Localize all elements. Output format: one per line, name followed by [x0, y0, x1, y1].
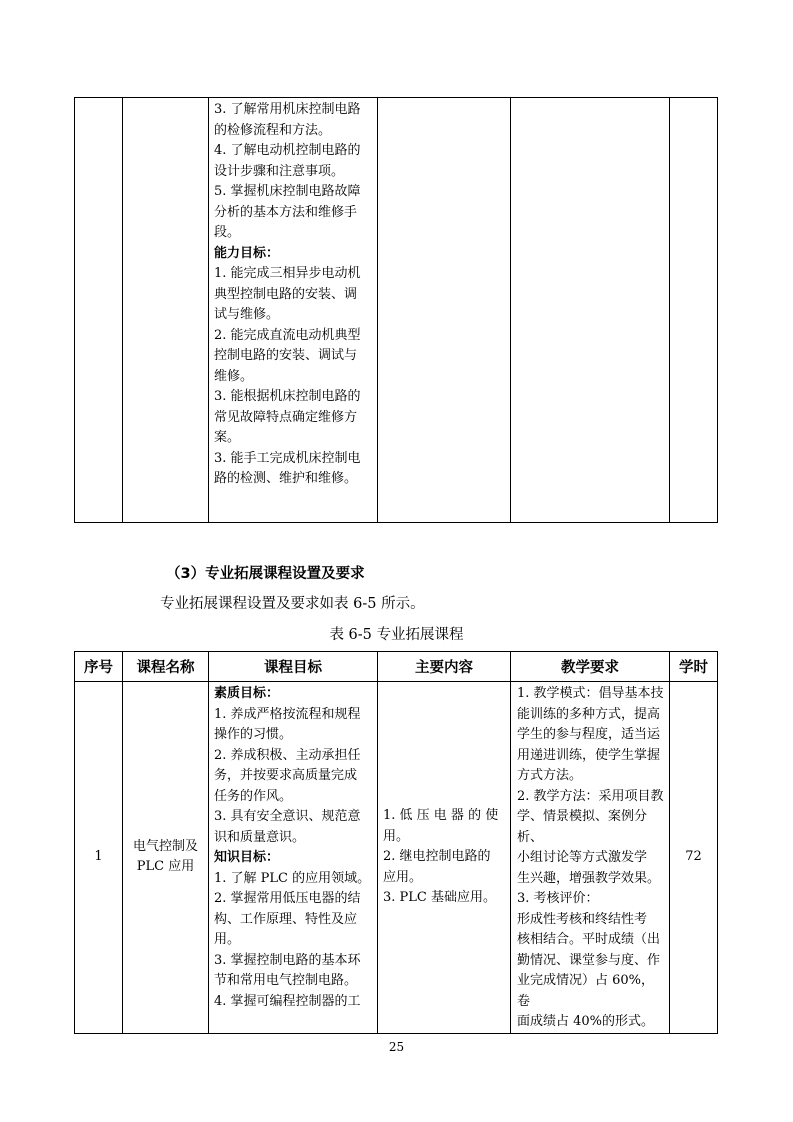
- main-content-text: [383, 806, 505, 909]
- goal-line: 节和常用电气控制电路。: [214, 973, 358, 988]
- goal-line: 2. 掌握常用低压电器的结: [214, 891, 361, 906]
- table-row: [75, 682, 718, 1034]
- hours-cell: [670, 98, 718, 523]
- requirement-line: 3. 考核评价：: [517, 891, 599, 906]
- header-index: 序号: [75, 652, 123, 682]
- course-goals-cell: [209, 682, 378, 1034]
- teaching-requirements-text: [517, 684, 665, 1033]
- goal-line: 3. 能根据机床控制电路的: [214, 389, 361, 404]
- requirement-line: 用递进训练，使学生掌握: [517, 747, 661, 763]
- content-line: 应用。: [383, 869, 423, 885]
- section-heading: （3）专业拓展课程设置及要求: [166, 566, 365, 582]
- teaching-requirements-cell: [511, 682, 670, 1034]
- goal-line: 1. 了解 PLC 的应用领域。: [214, 870, 371, 886]
- requirement-line: 勤情况、课堂参与度、作: [517, 952, 661, 968]
- goal-line: 能力目标：: [214, 245, 280, 261]
- content-line: 2. 继电控制电路的: [383, 849, 491, 864]
- hours-cell: 72: [670, 682, 718, 1034]
- header-hours: 学时: [670, 652, 718, 682]
- goal-line: 识和质量意识。: [214, 829, 306, 845]
- requirement-line: 形成性考核和终结性考: [517, 911, 648, 927]
- goal-line: 控制电路的安装、调试与: [214, 348, 358, 363]
- goal-line: 典型控制电路的安装、调: [214, 286, 358, 302]
- continuation-table: [74, 97, 718, 523]
- requirement-line: 方式方法。: [517, 768, 583, 783]
- goal-line: 段。: [214, 225, 241, 240]
- requirement-line: 学、情景模拟、案例分析、: [517, 809, 648, 845]
- table-header-row: [75, 652, 718, 682]
- goal-line: 任务的作风。: [214, 788, 293, 804]
- requirement-line: 面成绩占 40%的形式。: [517, 1014, 655, 1029]
- goal-line: 2. 养成积极、主动承担任: [214, 747, 361, 763]
- course-name-cell: [123, 682, 209, 1034]
- table-caption: 表 6-5 专业拓展课程: [329, 627, 464, 643]
- course-name-cell: [123, 98, 209, 523]
- content-line: 3. PLC 基础应用。: [383, 890, 496, 905]
- goal-line: 的检修流程和方法。: [214, 122, 332, 138]
- page-number: 25: [388, 1040, 405, 1054]
- course-goals-text: [214, 100, 373, 490]
- goal-line: 2. 能完成直流电动机典型: [214, 327, 361, 343]
- course-goals-text: [214, 684, 373, 1015]
- requirement-line: 业完成情况）占 60%，卷: [517, 973, 655, 1009]
- teaching-requirements-cell: [511, 98, 670, 523]
- header-course-name: 课程名称: [123, 652, 209, 682]
- table-row: [75, 98, 718, 523]
- index-cell: 1: [75, 682, 123, 1034]
- course-name-line: PLC 应用: [136, 859, 195, 875]
- goal-line: 4. 了解电动机控制电路的: [214, 143, 361, 158]
- goal-line: 分析的基本方法和维修手: [214, 204, 358, 220]
- header-main-content: 主要内容: [378, 652, 511, 682]
- content-line: 用。: [383, 828, 410, 844]
- goal-line: 务，并按要求高质量完成: [214, 768, 358, 783]
- header-course-goals: 课程目标: [209, 652, 378, 682]
- goal-line: 构、工作原理、特性及应: [214, 911, 358, 927]
- goal-line: 设计步骤和注意事项。: [214, 163, 345, 179]
- goal-line: 4. 掌握可编程控制器的工: [214, 993, 361, 1009]
- goal-line: 常见故障特点确定维修方: [214, 409, 358, 425]
- header-teaching-requirements: 教学要求: [511, 652, 670, 682]
- goal-line: 路的检测、维护和维修。: [214, 471, 358, 486]
- goal-line: 用。: [214, 932, 241, 947]
- requirement-line: 小组讨论等方式激发学: [517, 850, 648, 865]
- goal-line: 操作的习惯。: [214, 727, 293, 742]
- main-content-cell: [378, 682, 511, 1034]
- goal-line: 3. 具有安全意识、规范意: [214, 809, 361, 824]
- content-line: 1. 低 压 电 器 的 使: [383, 808, 499, 823]
- course-name-line: 电气控制及: [132, 838, 198, 854]
- section-intro: 专业拓展课程设置及要求如表 6-5 所示。: [160, 596, 425, 612]
- requirement-line: 1. 教学模式：倡导基本技: [517, 686, 664, 701]
- course-goals-cell: [209, 98, 378, 523]
- index-cell: [75, 98, 123, 523]
- goal-line: 5. 掌握机床控制电路故障: [214, 184, 361, 199]
- goal-line: 试与维修。: [214, 307, 280, 322]
- goal-line: 3. 能手工完成机床控制电: [214, 450, 361, 466]
- goal-line: 1. 养成严格按流程和规程: [214, 706, 361, 722]
- goal-line: 维修。: [214, 368, 254, 384]
- requirement-line: 2. 教学方法：采用项目教: [517, 788, 664, 804]
- requirement-line: 生兴趣，增强教学效果。: [517, 870, 661, 886]
- main-content-cell: [378, 98, 511, 523]
- requirement-line: 能训练的多种方式，提高: [517, 706, 661, 722]
- requirement-line: 核相结合。平时成绩（出: [517, 932, 661, 947]
- goal-line: 3. 了解常用机床控制电路: [214, 102, 361, 117]
- goal-line: 知识目标：: [214, 850, 280, 865]
- goal-line: 1. 能完成三相异步电动机: [214, 266, 361, 281]
- goal-line: 3. 掌握控制电路的基本环: [214, 952, 361, 968]
- course-table: [74, 651, 718, 1034]
- requirement-line: 学生的参与程度，适当运: [517, 727, 661, 742]
- goal-line: 案。: [214, 430, 241, 445]
- goal-line: 素质目标：: [214, 686, 280, 701]
